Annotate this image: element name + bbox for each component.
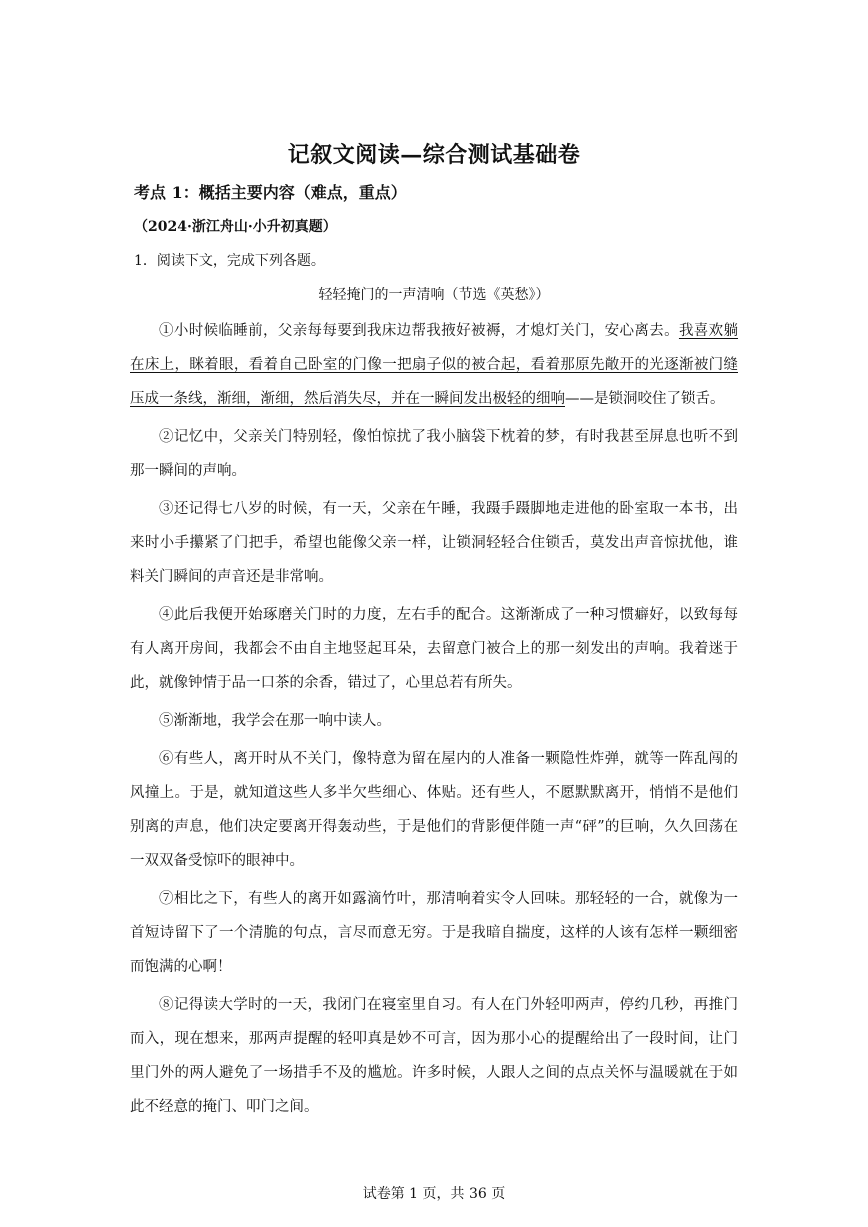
paragraph-5: ⑤渐渐地，我学会在那一响中读人。 xyxy=(159,713,391,729)
paragraph-6: ⑥有些人，离开时从不关门，像特意为留在屋内的人准备一颗隐性炸弹，就等一阵乱闯的风撞上。于是，就知道这些人多半欠些细心、体贴。还有些人，不愿默默离开，悄悄不是他们别离的声息，他们决定要离开得轰动些，于是他们的背影便伴随一声“砰”的巨响，久久回荡在一双双备受惊吓的眼神中。 xyxy=(130,751,738,869)
question-prompt: 1．阅读下文，完成下列各题。 xyxy=(134,253,325,269)
section-heading: 考点 1：概括主要内容（难点，重点） xyxy=(134,183,407,202)
paragraph-1-end: ——是锁洞咬住了锁舌。 xyxy=(565,391,725,407)
question-source: （2024·浙江舟山·小升初真题） xyxy=(134,219,337,235)
underlined-sentence: 我喜欢躺在床上，眯着眼，看着自己卧室的门像一把扇子似的被合起，看着那原先敞开的光逐渐被门缝压成一条线，渐细，渐细，然后消失尽，并在一瞬间发出极轻的细响 xyxy=(130,323,739,407)
paragraph-3: ③还记得七八岁的时候，有一天，父亲在午睡，我蹑手蹑脚地走进他的卧室取一本书，出来时小手攥紧了门把手，希望也能像父亲一样，让锁洞轻轻合住锁舌，莫发出声音惊扰他，谁料关门瞬间的声音还是非常响。 xyxy=(130,501,738,585)
page-title: 记叙文阅读—综合测试基础卷 xyxy=(287,142,581,168)
page-footer: 试卷第 1 页，共 36 页 xyxy=(362,1186,506,1202)
paragraph-8: ⑧记得读大学时的一天，我闭门在寝室里自习。有人在门外轻叩两声，停约几秒，再推门而入，现在想来，那两声提醒的轻叩真是妙不可言，因为那小心的提醒给出了一段时间，让门里门外的两人避免了一场措手不及的尴尬。许多时候，人跟人之间的点点关怀与温暖就在于如此不经意的掩门、叩门之间。 xyxy=(130,997,738,1115)
paragraph-1 xyxy=(130,314,738,416)
paragraph-4: ④此后我便开始琢磨关门时的力度，左右手的配合。这渐渐成了一种习惯癖好，以致每每有人离开房间，我都会不由自主地竖起耳朵，去留意门被合上的那一刻发出的声响。我着迷于此，就像钟情于品一口茶的余香，错过了，心里总若有所失。 xyxy=(130,607,738,691)
passage-body xyxy=(130,314,738,1128)
paragraph-2: ②记忆中，父亲关门特别轻，像怕惊扰了我小脑袋下枕着的梦，有时我甚至屏息也听不到那一瞬间的声响。 xyxy=(130,429,738,479)
paragraph-7: ⑦相比之下，有些人的离开如露滴竹叶，那清响着实令人回味。那轻轻的一合，就像为一首短诗留下了一个清脆的句点，言尽而意无穷。于是我暗自揣度，这样的人该有怎样一颗细密而饱满的心啊！ xyxy=(130,891,738,975)
passage-title: 轻轻掩门的一声清响（节选《英愁》） xyxy=(318,287,550,303)
paragraph-1-intro: ①小时候临睡前，父亲每每要到我床边帮我掖好被褥，才熄灯关门，安心离去。 xyxy=(159,323,679,339)
